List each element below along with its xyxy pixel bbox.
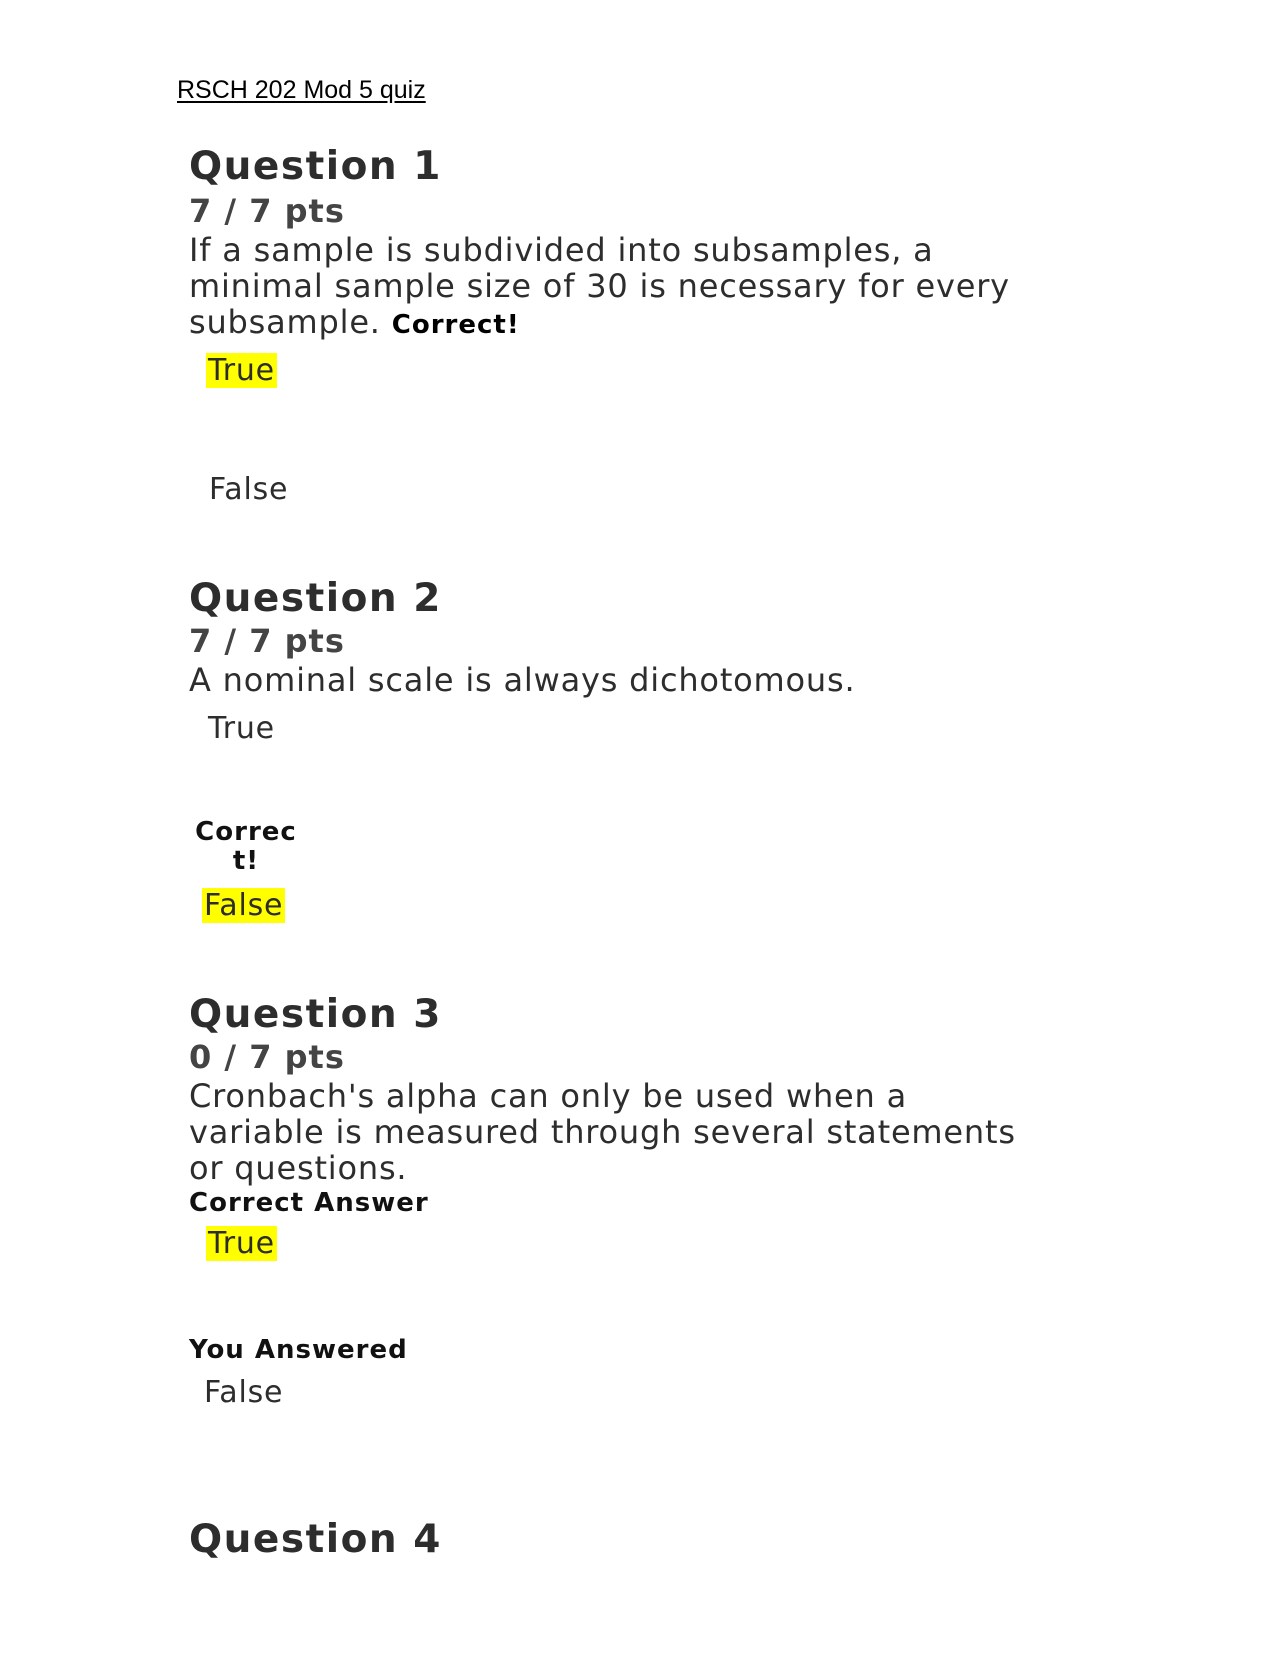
question-2-option-false[interactable]: False [204,888,284,923]
question-1-points: 7 / 7 pts [189,192,345,230]
question-3-text-line-2: variable is measured through several statements [189,1113,1016,1151]
question-1-text-end: subsample. [189,303,381,341]
question-2-correct-feedback [190,818,302,876]
question-2-points: 7 / 7 pts [189,622,345,660]
question-1-text-line-3 [189,304,520,343]
question-2-text: A nominal scale is always dichotomous. [189,661,856,699]
question-3-text-line-1: Cronbach's alpha can only be used when a [189,1077,907,1115]
question-3-text-line-3: or questions. [189,1149,408,1187]
question-1-option-true[interactable]: True [208,353,275,388]
question-3-you-answered-label: You Answered [189,1335,408,1365]
question-3-correct-answer-label: Correct Answer [189,1188,429,1218]
question-3-option-false[interactable]: False [204,1375,284,1410]
question-3-points: 0 / 7 pts [189,1038,345,1076]
question-4-heading: Question 4 [189,1517,442,1562]
question-3-option-true[interactable]: True [208,1226,275,1261]
question-1-heading: Question 1 [189,144,442,189]
question-3-heading: Question 3 [189,992,442,1037]
question-2-feedback-line-2: t! [232,846,260,876]
question-2-option-true[interactable]: True [208,711,275,746]
question-2-heading: Question 2 [189,576,442,621]
question-1-option-false[interactable]: False [209,472,289,507]
question-1-text-line-1: If a sample is subdivided into subsamples, a [189,231,934,269]
question-1-correct-feedback: Correct! [391,310,520,340]
document-title: RSCH 202 Mod 5 quiz [177,76,426,104]
question-1-text-line-2: minimal sample size of 30 is necessary for every [189,267,1010,305]
question-2-feedback-line-1: Correc [195,817,297,847]
